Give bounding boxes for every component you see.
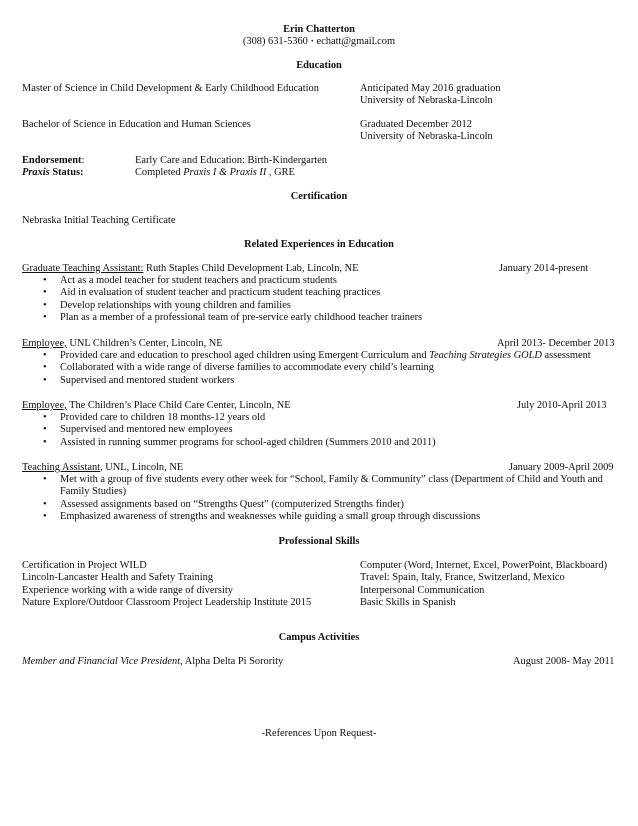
job-org: , UNL, Lincoln, NE: [100, 462, 184, 473]
bullet-item: • Develop relationships with young children and families: [0, 300, 422, 312]
bullet-item: • Emphasized awareness of strengths and weaknesses while guiding a small group through discussions: [0, 511, 608, 523]
candidate-name: Erin Chatterton: [283, 24, 355, 35]
skills-heading: Professional Skills: [278, 536, 360, 547]
job-bullets-graduate-ta: [0, 275, 422, 325]
bullet-item: • Assessed assignments based on “Strengths Quest” (computerized Strengths finder): [0, 499, 608, 511]
job-date: January 2009-April 2009: [509, 462, 614, 473]
experience-heading: Related Experiences in Education: [244, 239, 394, 250]
skill-item: Travel: Spain, Italy, France, Switzerland, Mexico: [360, 572, 565, 584]
skill-item: Experience working with a wide range of diversity: [22, 584, 233, 596]
job-role: Teaching Assistant: [22, 462, 101, 473]
skills-right-column: [360, 560, 607, 610]
references-note: -References Upon Request-: [261, 728, 377, 739]
bullet-item: [0, 350, 591, 362]
degree-date-masters: Anticipated May 2016 graduation: [360, 83, 501, 94]
campus-date: August 2008- May 2011: [513, 656, 615, 667]
phone-number: (308) 631-5360: [242, 36, 308, 47]
skill-item: Nature Explore/Outdoor Classroom Project Leadership Institute 2015: [22, 597, 312, 609]
skill-item: Lincoln-Lancaster Health and Safety Training: [22, 572, 214, 584]
endorsement-label-text: Endorsement: [22, 155, 82, 166]
job-role: Graduate Teaching Assistant:: [22, 263, 144, 274]
praxis-status-value: [135, 167, 295, 179]
campus-org: Alpha Delta Pi Sorority: [182, 656, 284, 667]
praxis-word: Praxis: [22, 167, 50, 178]
job-org: The Children’s Place Child Care Center, Lincoln, NE: [66, 400, 291, 411]
job-title-unl-childrens-center: [22, 338, 223, 350]
degree-school-bachelors: University of Nebraska-Lincoln: [360, 131, 493, 142]
praxis-status-label: [22, 167, 84, 179]
campus-activity: [22, 656, 283, 668]
skill-item: Interpersonal Communication: [360, 584, 485, 596]
praxis-prefix: Completed: [135, 167, 184, 178]
certification-heading: Certification: [290, 191, 348, 202]
bullet-tail-text: assessment: [541, 350, 591, 361]
job-date: April 2013- December 2013: [497, 338, 615, 349]
job-role: Employee,: [22, 400, 67, 411]
endorsement-label: [22, 155, 84, 167]
email-address: echatt@gmail.com: [316, 36, 396, 47]
bullet-item: • Supervised and mentored student workers: [0, 375, 591, 387]
bullet-item: • Met with a group of five students every other week for “School, Family & Community” class (Department of Child and Youth and Family Studies): [0, 474, 608, 499]
bullet-italic-text: Teaching Strategies GOLD: [429, 350, 542, 361]
bullet-item: • Aid in evaluation of student teacher and practicum student teaching practices: [0, 287, 422, 299]
job-title-teaching-assistant: [22, 462, 183, 474]
skill-item: Certification in Project WILD: [22, 560, 147, 571]
bullet-item: • Act as a model teacher for student teachers and practicum students: [0, 275, 422, 287]
certification-item: Nebraska Initial Teaching Certificate: [22, 215, 176, 226]
job-date: January 2014-present: [499, 263, 589, 274]
praxis-exams: Praxis I & Praxis II: [183, 167, 267, 178]
degree-title-bachelors: Bachelor of Science in Education and Human Sciences: [22, 119, 251, 130]
job-org: Ruth Staples Child Development Lab, Lincoln, NE: [143, 263, 359, 274]
skills-left-column: [22, 560, 311, 610]
skill-item: Computer (Word, Internet, Excel, PowerPoint, Blackboard): [360, 560, 608, 571]
campus-role: Member and Financial Vice President,: [22, 656, 183, 667]
job-title-childrens-place: [22, 400, 291, 412]
bullet-item: • Supervised and mentored new employees: [0, 424, 436, 436]
job-title-graduate-ta: [22, 263, 358, 275]
campus-heading: Campus Activities: [278, 632, 360, 643]
job-role: Employee,: [22, 338, 67, 349]
contact-line: [0, 36, 638, 48]
bullet-item: • Plan as a member of a professional team of pre-service early childhood teacher trainers: [0, 312, 422, 324]
degree-school-masters: University of Nebraska-Lincoln: [360, 95, 493, 106]
degree-date-bachelors: Graduated December 2012: [360, 119, 472, 130]
job-org: UNL Children’s Center, Lincoln, NE: [66, 338, 223, 349]
endorsement-value: Early Care and Education: Birth-Kindergarten: [135, 155, 327, 166]
education-heading: Education: [296, 60, 342, 71]
praxis-status-word: Status:: [49, 167, 84, 178]
job-bullets-childrens-place: [0, 412, 436, 449]
endorsement-colon: :: [81, 155, 85, 166]
bullet-item: • Provided care to children 18 months-12 years old: [0, 412, 436, 424]
bullet-item: • Collaborated with a wide range of diverse families to accommodate every child’s learning: [0, 362, 591, 374]
job-bullets-teaching-assistant: [0, 474, 608, 524]
job-bullets-unl-childrens-center: [0, 350, 591, 387]
degree-title-masters: Master of Science in Child Development & Early Childhood Education: [22, 83, 319, 94]
bullet-text: Provided care and education to preschool aged children using Emergent Curriculum and: [60, 350, 430, 361]
contact-separator: ·: [310, 36, 314, 47]
skill-item: Basic Skills in Spanish: [360, 597, 456, 609]
job-date: July 2010-April 2013: [517, 400, 607, 411]
praxis-suffix: , GRE: [266, 167, 295, 178]
bullet-item: • Assisted in running summer programs for school-aged children (Summers 2010 and 2011): [0, 437, 436, 449]
